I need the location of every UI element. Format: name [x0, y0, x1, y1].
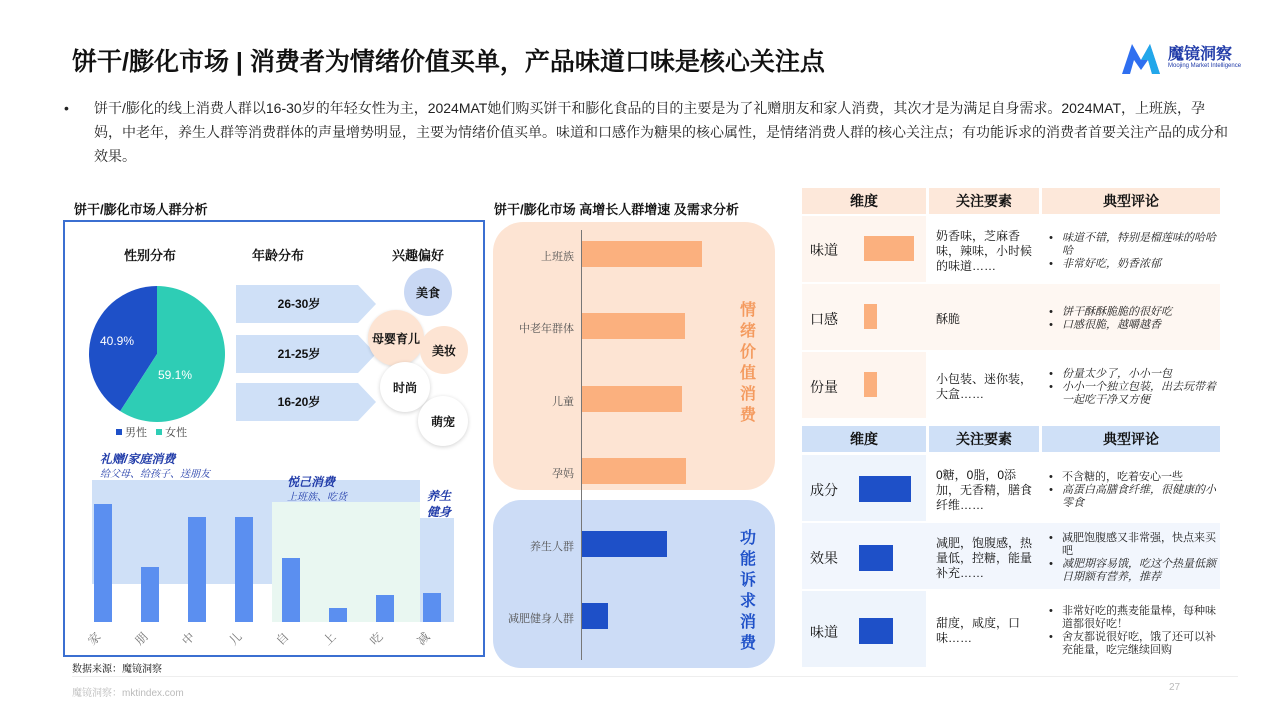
category-self-pleasure-sub: 上班族、吃货: [287, 492, 347, 503]
vertical-label-char: 求: [739, 593, 756, 610]
left-panel-title: 饼干/膨化市场人群分析: [74, 202, 208, 217]
logo-name: 魔镜洞察: [1168, 46, 1233, 63]
bar-office: [329, 608, 347, 622]
dimension-label: 味道: [810, 624, 838, 640]
pie-label-female: 59.1%: [157, 368, 193, 382]
interest-bubble: 萌宠: [418, 396, 468, 446]
x-tick-label: 吃: [367, 629, 386, 649]
dimension-cell: [802, 591, 926, 667]
bar-home: [94, 504, 112, 622]
growth-bar-children: [582, 386, 682, 412]
function-row-ingredients: [802, 455, 1220, 521]
interest-bubble: 美妆: [420, 326, 468, 374]
emotion-value-label: [738, 300, 758, 426]
comments-cell: [1042, 216, 1220, 282]
vertical-label-char: 消: [739, 614, 756, 631]
gender-title: 性别分布: [124, 248, 177, 263]
pie-label-male: 40.9%: [99, 334, 135, 348]
dimension-label: 味道: [810, 242, 838, 258]
dimension-cell: [802, 352, 926, 418]
comment: • 舍友都说很好吃，饿了还可以补充能量，吃完继续回购: [1048, 631, 1216, 657]
function-demand-label: [738, 528, 758, 654]
focus-cell: 酥脆: [936, 311, 961, 326]
age-group-label: 26-30岁: [277, 297, 321, 311]
intro-bullet: •: [64, 100, 69, 116]
comment: • 口感很脆，越嚼越香: [1048, 319, 1216, 332]
comment: • 高蛋白高膳食纤维，很健康的小零食: [1048, 484, 1216, 510]
data-source: 数据来源：魔镜洞察: [72, 664, 162, 675]
bar-friend: [141, 567, 159, 622]
comment: • 份量太少了，小小一包: [1048, 368, 1216, 381]
age-group-arrow: [236, 383, 376, 421]
comment: • 味道不错，特别是榴莲味的哈哈哈: [1048, 232, 1216, 258]
vertical-label-char: 费: [739, 635, 756, 652]
header-focus: 关注要素: [929, 426, 1039, 452]
header-dimension: 维度: [802, 188, 926, 214]
level-bar: [859, 545, 893, 571]
growth-category-label: 儿童: [552, 396, 574, 408]
category-self-pleasure: 悦己消费: [287, 475, 336, 489]
comment: • 饼干酥酥脆脆的很好吃: [1048, 306, 1216, 319]
function-table-header: [802, 426, 1220, 452]
bar-self: [282, 558, 300, 622]
focus-cell: 0糖，0脂，0添加，无香精，膳食纤维……: [936, 467, 1033, 512]
header-focus: 关注要素: [929, 188, 1039, 214]
x-tick-label: 朋: [132, 629, 151, 649]
interest-bubble: 时尚: [380, 362, 430, 412]
dimension-label: 成分: [810, 482, 838, 498]
vertical-label-char: 价: [739, 344, 756, 361]
bar-child: [235, 517, 253, 622]
focus-cell: 奶香味，芝麻香味，辣味，小时候的味道……: [936, 228, 1033, 273]
age-group-arrow: [236, 335, 376, 373]
comment: • 不含糖的，吃着安心一些: [1048, 471, 1216, 484]
header-dimension: 维度: [802, 426, 926, 452]
comment: • 非常好吃的燕麦能量棒，每种味道都很好吃！: [1048, 605, 1216, 631]
dimension-label: 效果: [810, 550, 838, 566]
growth-bar-elderly: [582, 313, 685, 339]
footer-site: 魔镜洞察：mktindex.com: [72, 688, 184, 699]
x-tick-label: 自: [273, 629, 292, 649]
dimension-cell: [802, 216, 926, 282]
level-bar: [864, 236, 914, 261]
emotion-row-taste: [802, 216, 1220, 282]
x-tick-label: 减: [414, 629, 433, 649]
dimension-label: 份量: [810, 379, 838, 395]
gender-legend: [116, 424, 187, 440]
age-group-label: 16-20岁: [277, 395, 321, 409]
vertical-label-char: 诉: [739, 572, 756, 589]
legend-swatch-female: [156, 429, 162, 435]
growth-category-label: 减肥健身人群: [508, 613, 574, 625]
vertical-label-char: 情: [739, 302, 756, 319]
category-gift-family: 礼赠/家庭消费: [100, 452, 176, 466]
level-bar: [864, 372, 877, 397]
age-group-label: 21-25岁: [277, 347, 321, 361]
vertical-label-char: 绪: [739, 323, 756, 340]
level-bar: [859, 476, 911, 502]
x-tick-label: 上: [320, 629, 339, 649]
dimension-cell: [802, 284, 926, 350]
x-tick-label: 家: [85, 629, 104, 649]
focus-cell: 小包装、迷你装，大盒……: [936, 372, 1033, 401]
vertical-label-char: 能: [739, 551, 756, 568]
category-fitness: 健身: [427, 505, 452, 519]
focus-cell: 减肥，饱腹感，热量低，控糖，能量补充……: [936, 535, 1033, 580]
growth-axis: [581, 230, 582, 660]
intro-paragraph: [62, 96, 1232, 168]
emotion-row-portion: [802, 352, 1220, 418]
vertical-label-char: 值: [739, 365, 756, 382]
growth-category-label: 上班族: [541, 251, 574, 263]
comments-cell: [1042, 523, 1220, 589]
bar-elder: [188, 517, 206, 622]
comment: • 减肥期容易饿，吃这个热量低额日期额有营养，推荐: [1048, 558, 1216, 584]
growth-category-label: 养生人群: [530, 541, 574, 553]
growth-category-label: 孕妈: [552, 468, 574, 480]
x-tick-label: 中: [179, 629, 198, 649]
comments-cell: [1042, 352, 1220, 418]
logo-subtitle: Moojing Market Intelligence: [1168, 63, 1242, 69]
interest-bubble: 母婴育儿: [368, 310, 424, 366]
growth-bar-pregnant: [582, 458, 686, 484]
header-comments: 典型评论: [1042, 188, 1220, 214]
page-title: 饼干/膨化市场 | 消费者为情绪价值买单，产品味道口味是核心关注点: [72, 48, 825, 76]
focus-cell: 甜度，咸度，口味……: [936, 616, 1021, 645]
comments-cell: [1042, 284, 1220, 350]
bar-diet: [423, 593, 441, 623]
dimension-label: 口感: [810, 311, 838, 327]
middle-panel-title: 饼干/膨化市场 高增长人群增速 及需求分析: [494, 202, 739, 217]
category-health: 养生: [427, 489, 452, 503]
vertical-label-char: 消: [739, 386, 756, 403]
footer-divider: [72, 676, 1238, 677]
x-tick-label: 儿: [226, 629, 245, 649]
gender-pie-chart: [87, 284, 227, 424]
growth-category-label: 中老年群体: [519, 323, 574, 335]
legend-male: 男性: [125, 427, 147, 439]
page-number: 27: [1169, 682, 1181, 693]
comments-cell: [1042, 591, 1220, 667]
level-bar: [864, 304, 877, 329]
growth-bar-fitness: [582, 603, 608, 629]
comment: • 减肥饱腹感又非常强，快点来买吧: [1048, 532, 1216, 558]
legend-female: 女性: [165, 427, 188, 439]
interest-bubble: 美食: [404, 268, 452, 316]
growth-bar-health: [582, 531, 667, 557]
vertical-label-char: 费: [739, 407, 756, 424]
function-row-effect: [802, 523, 1220, 589]
brand-logo: [1120, 38, 1250, 78]
age-group-arrow: [236, 285, 376, 323]
growth-bar-office: [582, 241, 702, 267]
vertical-label-char: 功: [739, 530, 756, 547]
emotion-row-texture: [802, 284, 1220, 350]
category-gift-family-sub: 给父母、给孩子、送朋友: [100, 469, 210, 480]
intro-text: 饼干/膨化的线上消费人群以16-30岁的年轻女性为主，2024MAT她们购买饼干和膨化食品的目的主要是为了礼赠朋友和家人消费，其次才是为满足自身需求。2024MAT，上班族，孕妈，中老年，养生人群等消费群体的声量增势明显，主要为情绪价值买单。味道和口感作为糖果的核心属性，是情绪消费人群的核心关注点；有功能诉求的消费者首要关注产品的成分和效果。: [94, 100, 1228, 164]
function-row-taste: [802, 591, 1220, 667]
level-bar: [859, 618, 893, 644]
comment: • 小小一个独立包装，出去玩带着一起吃干净又方便: [1048, 381, 1216, 407]
dimension-cell: [802, 523, 926, 589]
legend-swatch-male: [116, 429, 122, 435]
dimension-cell: [802, 455, 926, 521]
interest-title: 兴趣偏好: [392, 248, 445, 263]
comment: • 非常好吃，奶香浓郁: [1048, 258, 1216, 271]
header-comments: 典型评论: [1042, 426, 1220, 452]
emotion-table-header: [802, 188, 1220, 214]
comments-cell: [1042, 455, 1220, 521]
logo-m-icon: [1120, 40, 1162, 76]
function-group-panel: [493, 500, 775, 668]
age-title: 年龄分布: [252, 248, 305, 263]
bar-foodie: [376, 595, 394, 622]
